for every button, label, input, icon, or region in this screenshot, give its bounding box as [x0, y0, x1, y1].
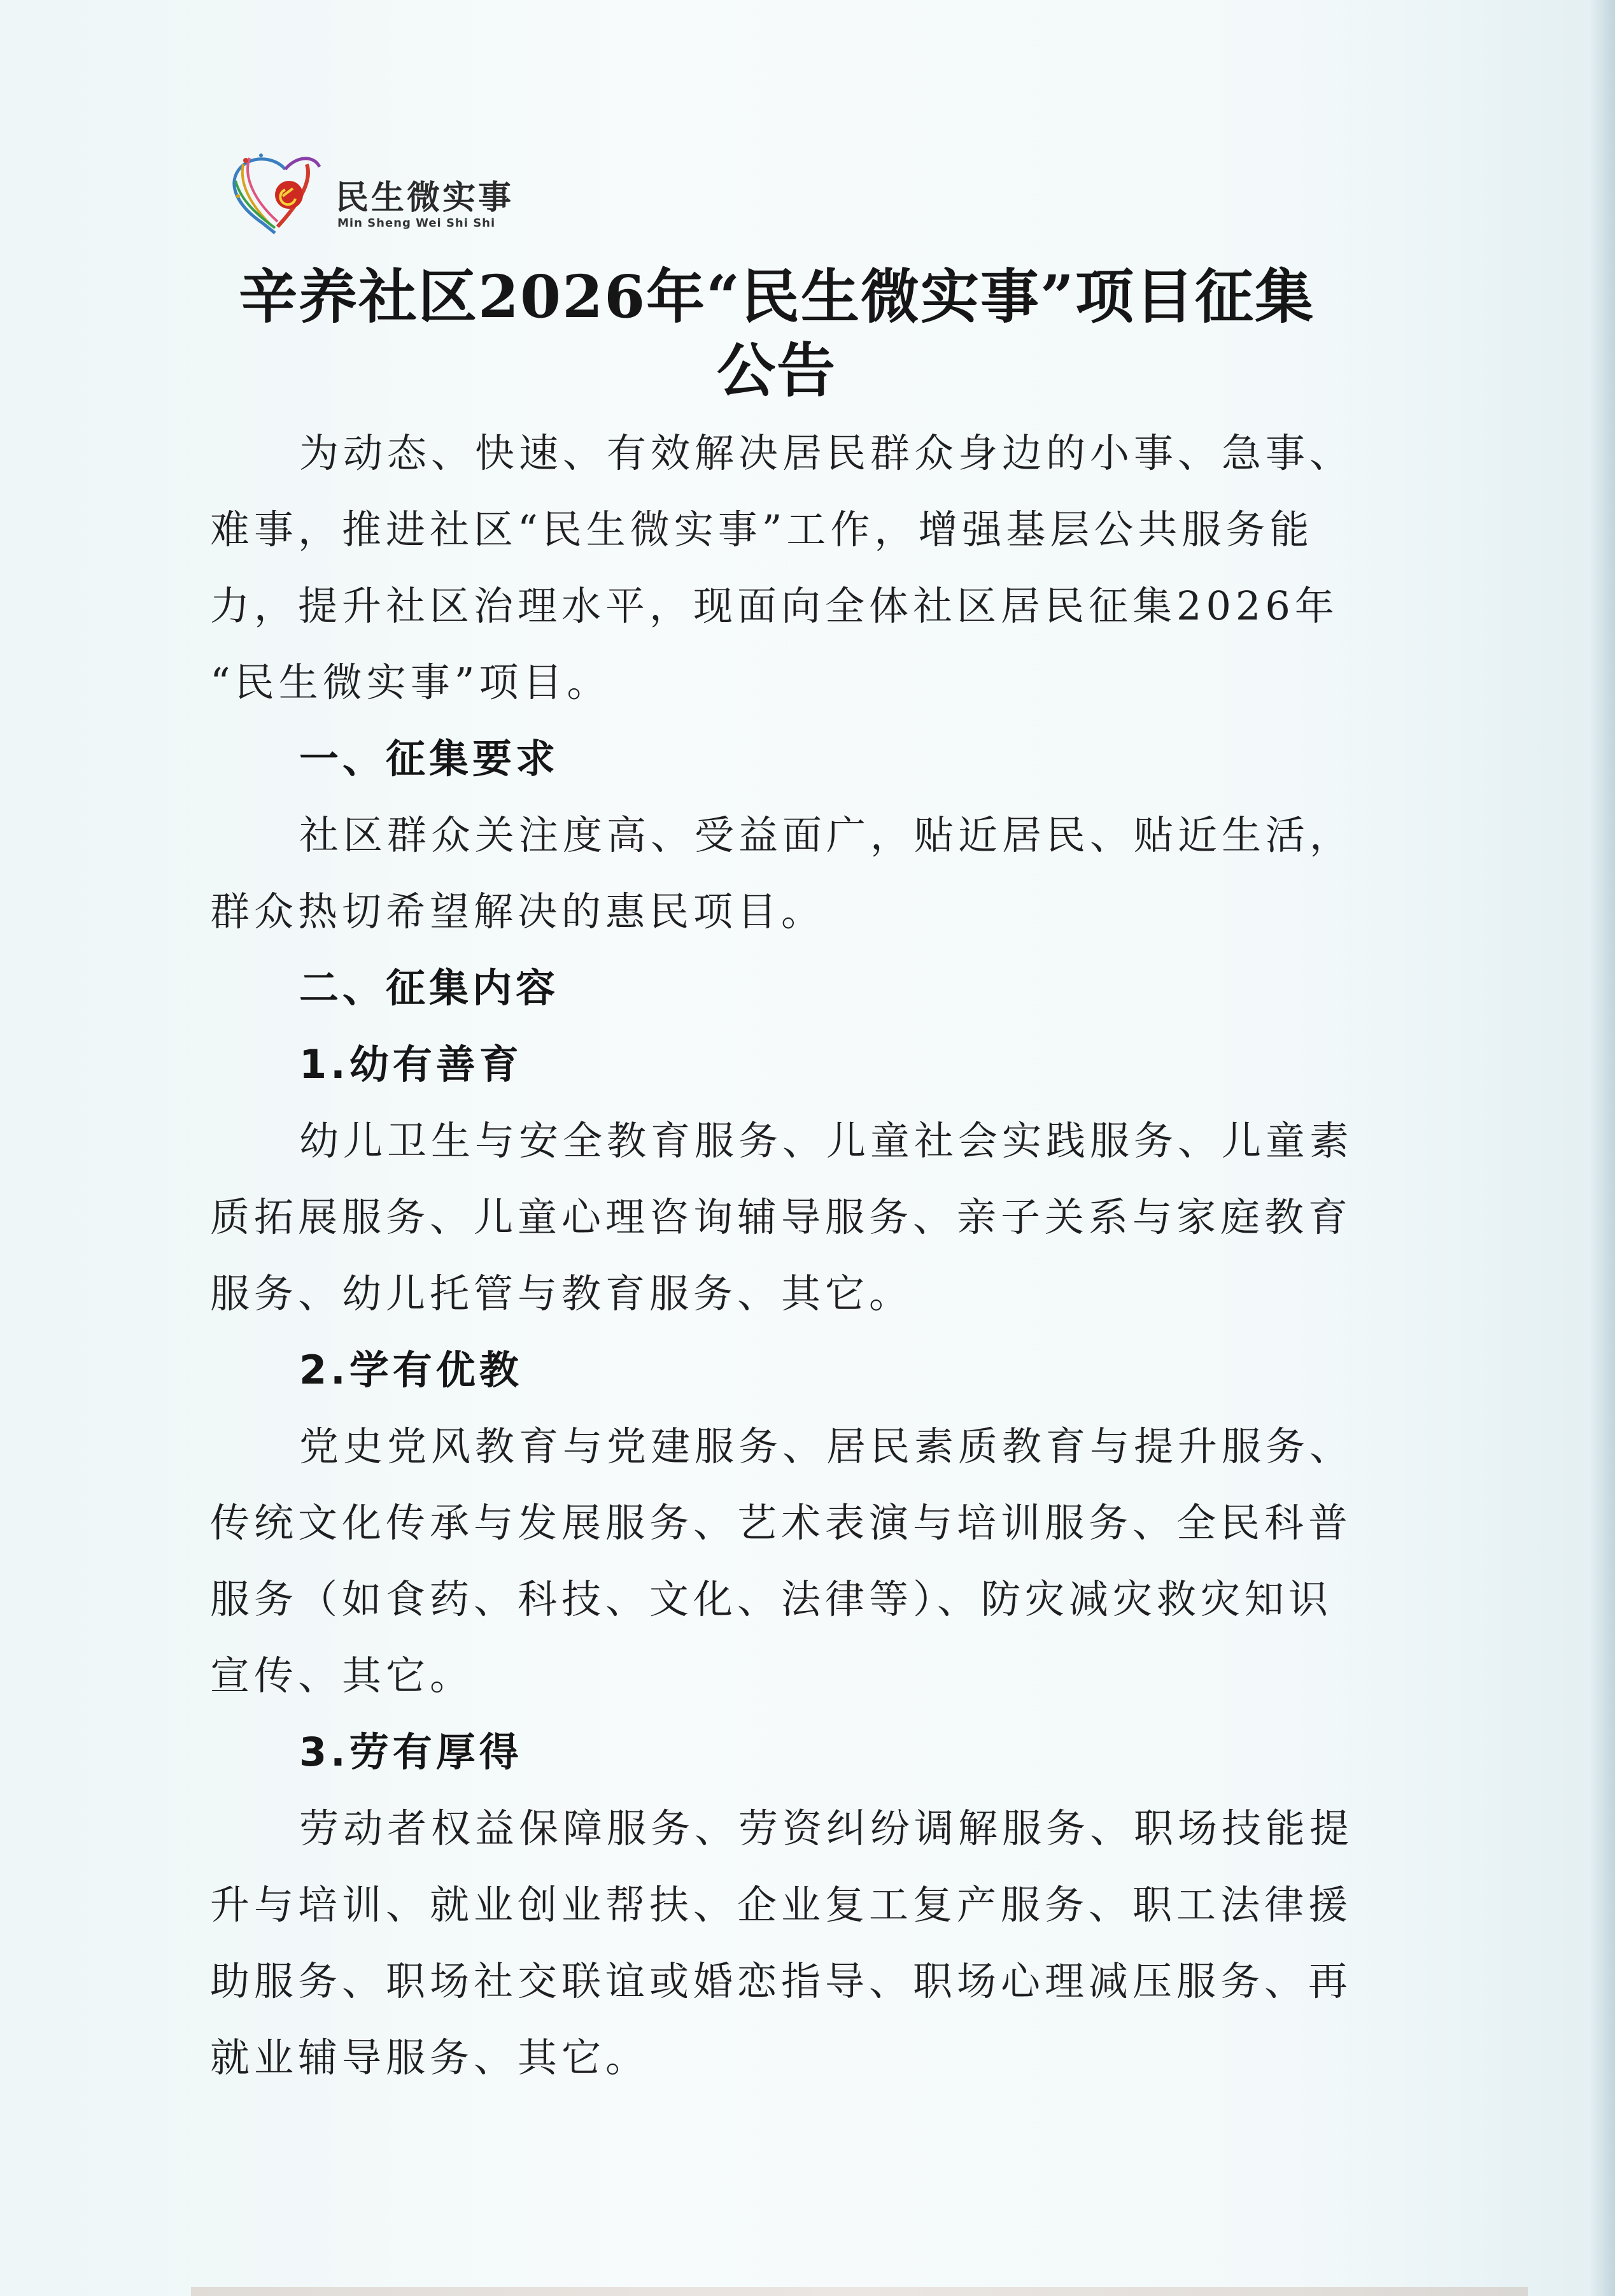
- section-heading: 二、征集内容: [299, 965, 560, 1011]
- section-heading: 一、征集要求: [299, 735, 560, 782]
- page-edge-shadow: [1590, 0, 1615, 2296]
- paragraph-line: 为动态、快速、有效解决居民群众身边的小事、急事、: [299, 430, 1354, 476]
- paragraph-line: 质拓展服务、儿童心理咨询辅导服务、亲子关系与家庭教育: [210, 1194, 1353, 1240]
- paragraph-line: 助服务、职场社交联谊或婚恋指导、职场心理减压服务、再: [210, 1958, 1353, 2004]
- paragraph-line: 服务（如食药、科技、文化、法律等）、防灾减灾救灾知识: [210, 1576, 1333, 1622]
- subsection-heading: 2.学有优教: [299, 1347, 523, 1393]
- paragraph-line: 社区群众关注度高、受益面广，贴近居民、贴近生活，: [299, 812, 1354, 858]
- paragraph-line: 群众热切希望解决的惠民项目。: [210, 888, 826, 935]
- paragraph-line: 党史党风教育与党建服务、居民素质教育与提升服务、: [299, 1423, 1354, 1470]
- page-bottom-edge: [191, 2287, 1528, 2296]
- logo-name-cn: 民生微实事: [335, 179, 514, 217]
- paragraph-line: 传统文化传承与发展服务、艺术表演与培训服务、全民科普: [210, 1499, 1353, 1546]
- page-title: 辛养社区2026年“民生微实事”项目征集: [239, 262, 1315, 331]
- subsection-heading: 3.劳有厚得: [299, 1729, 523, 1775]
- paragraph-line: 服务、幼儿托管与教育服务、其它。: [210, 1270, 913, 1317]
- heart-ribbon-logo-icon: [224, 145, 326, 241]
- paragraph-line: 劳动者权益保障服务、劳资纠纷调解服务、职场技能提: [299, 1805, 1354, 1852]
- paragraph-line: 升与培训、就业创业帮扶、企业复工复产服务、职工法律援: [210, 1881, 1353, 1928]
- paragraph-line: 力，提升社区治理水平，现面向全体社区居民征集2026年: [210, 583, 1339, 629]
- subsection-heading: 1.幼有善育: [299, 1041, 523, 1088]
- paragraph-line: 就业辅导服务、其它。: [210, 2034, 650, 2081]
- paragraph-line: “民生微实事”项目。: [210, 659, 611, 705]
- paragraph-line: 宣传、其它。: [210, 1652, 474, 1699]
- logo-name-en: Min Sheng Wei Shi Shi: [337, 216, 496, 230]
- paragraph-line: 难事，推进社区“民生微实事”工作，增强基层公共服务能: [210, 506, 1314, 553]
- paragraph-line: 幼儿卫生与安全教育服务、儿童社会实践服务、儿童素: [299, 1117, 1354, 1164]
- page-title-line2: 公告: [716, 336, 836, 405]
- logo: [224, 145, 542, 241]
